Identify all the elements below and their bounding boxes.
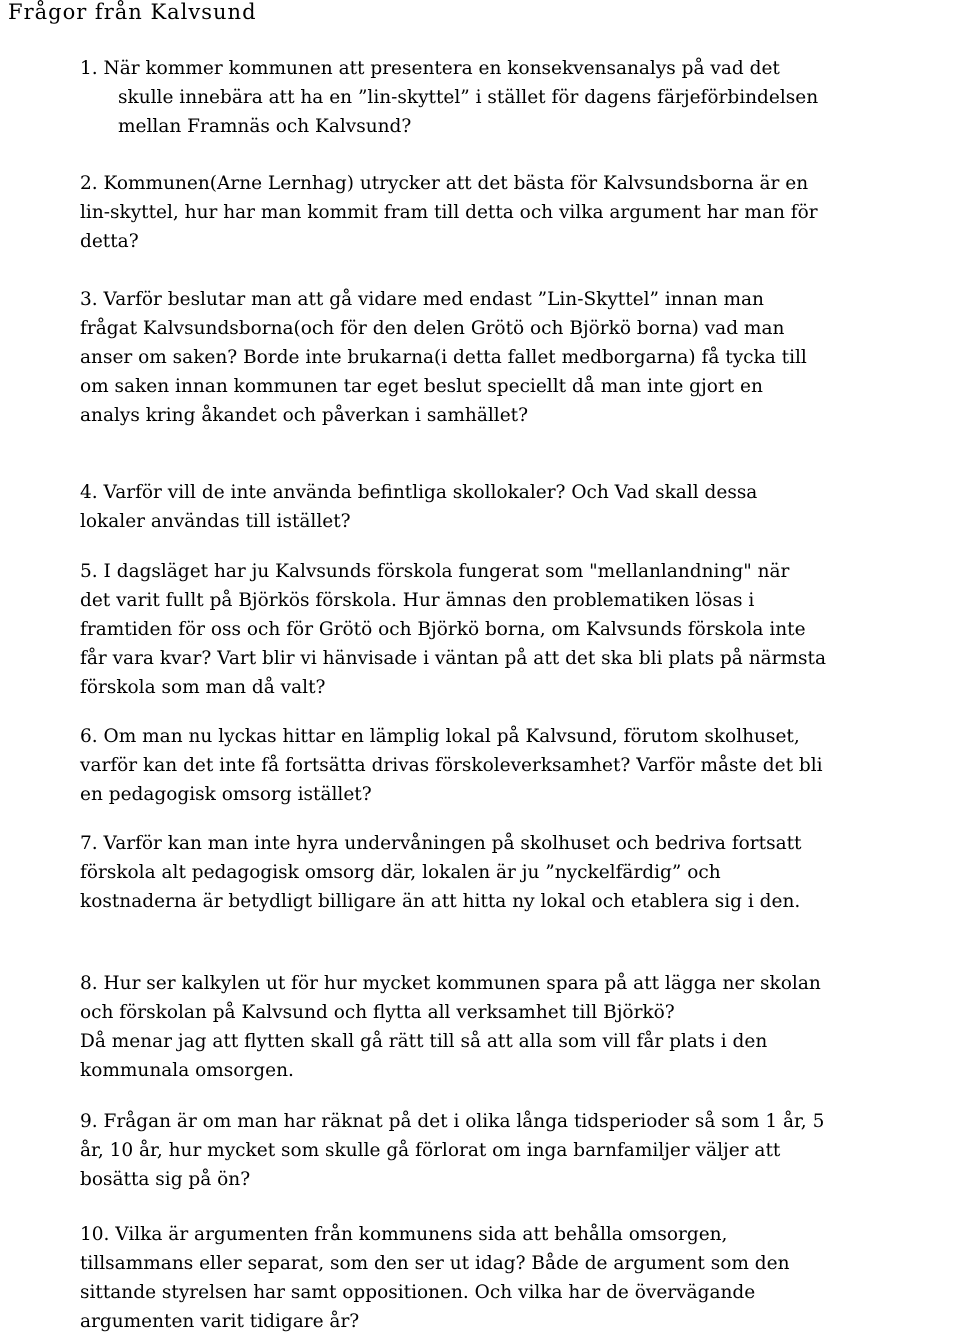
- question-9: [80, 1107, 960, 1194]
- question-5-line-3: framtiden för oss och för Grötö och Björkö borna, om Kalvsunds förskola inte: [80, 619, 806, 640]
- question-3-line-4: om saken innan kommunen tar eget beslut speciellt då man inte gjort en: [80, 376, 763, 397]
- question-4-line-1: 4. Varför vill de inte använda befintliga skollokaler? Och Vad skall dessa: [80, 482, 758, 503]
- question-2-line-1: 2. Kommunen(Arne Lernhag) utrycker att det bästa för Kalvsundsborna är en: [80, 173, 809, 194]
- question-10-line-2: tillsammans eller separat, som den ser ut idag? Både de argument som den: [80, 1253, 790, 1274]
- question-3-line-3: anser om saken? Borde inte brukarna(i detta fallet medborgarna) få tycka till: [80, 347, 807, 368]
- question-3-line-2: frågat Kalvsundsborna(och för den delen Grötö och Björkö borna) vad man: [80, 318, 785, 339]
- question-9-line-2: år, 10 år, hur mycket som skulle gå förlorat om inga barnfamiljer väljer att: [80, 1140, 781, 1161]
- question-5: [80, 557, 960, 702]
- question-6-line-3: en pedagogisk omsorg istället?: [80, 784, 372, 805]
- question-8: [80, 969, 960, 1085]
- question-4-line-2: lokaler användas till istället?: [80, 511, 351, 532]
- question-7-line-3: kostnaderna är betydligt billigare än att hitta ny lokal och etablera sig i den.: [80, 891, 801, 912]
- question-9-line-3: bosätta sig på ön?: [80, 1169, 251, 1190]
- question-9-line-1: 9. Frågan är om man har räknat på det i olika långa tidsperioder så som 1 år, 5: [80, 1111, 825, 1132]
- question-2-line-2: lin-skyttel, hur har man kommit fram till detta och vilka argument har man för: [80, 202, 818, 223]
- question-8-line-1: 8. Hur ser kalkylen ut för hur mycket kommunen spara på att lägga ner skolan: [80, 973, 821, 994]
- question-3-line-5: analys kring åkandet och påverkan i samhället?: [80, 405, 529, 426]
- question-1: [80, 54, 960, 141]
- question-10-line-3: sittande styrelsen har samt oppositionen. Och vilka har de övervägande: [80, 1282, 756, 1303]
- question-8-line-2: och förskolan på Kalvsund och flytta all verksamhet till Björkö?: [80, 1002, 675, 1023]
- question-2: [80, 169, 960, 256]
- question-6-line-1: 6. Om man nu lyckas hittar en lämplig lokal på Kalvsund, förutom skolhuset,: [80, 726, 800, 747]
- question-7-line-2: förskola alt pedagogisk omsorg där, lokalen är ju ”nyckelfärdig” och: [80, 862, 721, 883]
- question-6: [80, 722, 960, 809]
- document-title: Frågor från Kalvsund: [8, 0, 257, 24]
- question-4: [80, 478, 960, 536]
- question-2-line-3: detta?: [80, 231, 139, 252]
- question-1-line-2: skulle innebära att ha en ”lin-skyttel” i stället för dagens färjeförbindelsen: [118, 87, 819, 108]
- question-1-line-3: mellan Framnäs och Kalvsund?: [118, 116, 412, 137]
- question-10-line-4: argumenten varit tidigare år?: [80, 1311, 360, 1332]
- question-3: [80, 285, 960, 430]
- question-10-line-1: 10. Vilka är argumenten från kommunens sida att behålla omsorgen,: [80, 1224, 728, 1245]
- question-6-line-2: varför kan det inte få fortsätta drivas förskoleverksamhet? Varför måste det bli: [80, 755, 823, 776]
- question-8-line-4: kommunala omsorgen.: [80, 1060, 294, 1081]
- question-7: [80, 829, 960, 916]
- question-5-line-1: 5. I dagsläget har ju Kalvsunds förskola fungerat som "mellanlandning" när: [80, 561, 790, 582]
- question-8-line-3: Då menar jag att flytten skall gå rätt till så att alla som vill får plats i den: [80, 1031, 768, 1052]
- question-1-line-1: 1. När kommer kommunen att presentera en konsekvensanalys på vad det: [80, 58, 780, 79]
- question-3-line-1: 3. Varför beslutar man att gå vidare med endast ”Lin-Skyttel” innan man: [80, 289, 764, 310]
- question-7-line-1: 7. Varför kan man inte hyra undervåningen på skolhuset och bedriva fortsatt: [80, 833, 802, 854]
- question-5-line-4: får vara kvar? Vart blir vi hänvisade i väntan på att det ska bli plats på närmsta: [80, 648, 826, 669]
- question-5-line-2: det varit fullt på Björkös förskola. Hur ämnas den problematiken lösas i: [80, 590, 755, 611]
- question-5-line-5: förskola som man då valt?: [80, 677, 326, 698]
- question-10: [80, 1220, 960, 1336]
